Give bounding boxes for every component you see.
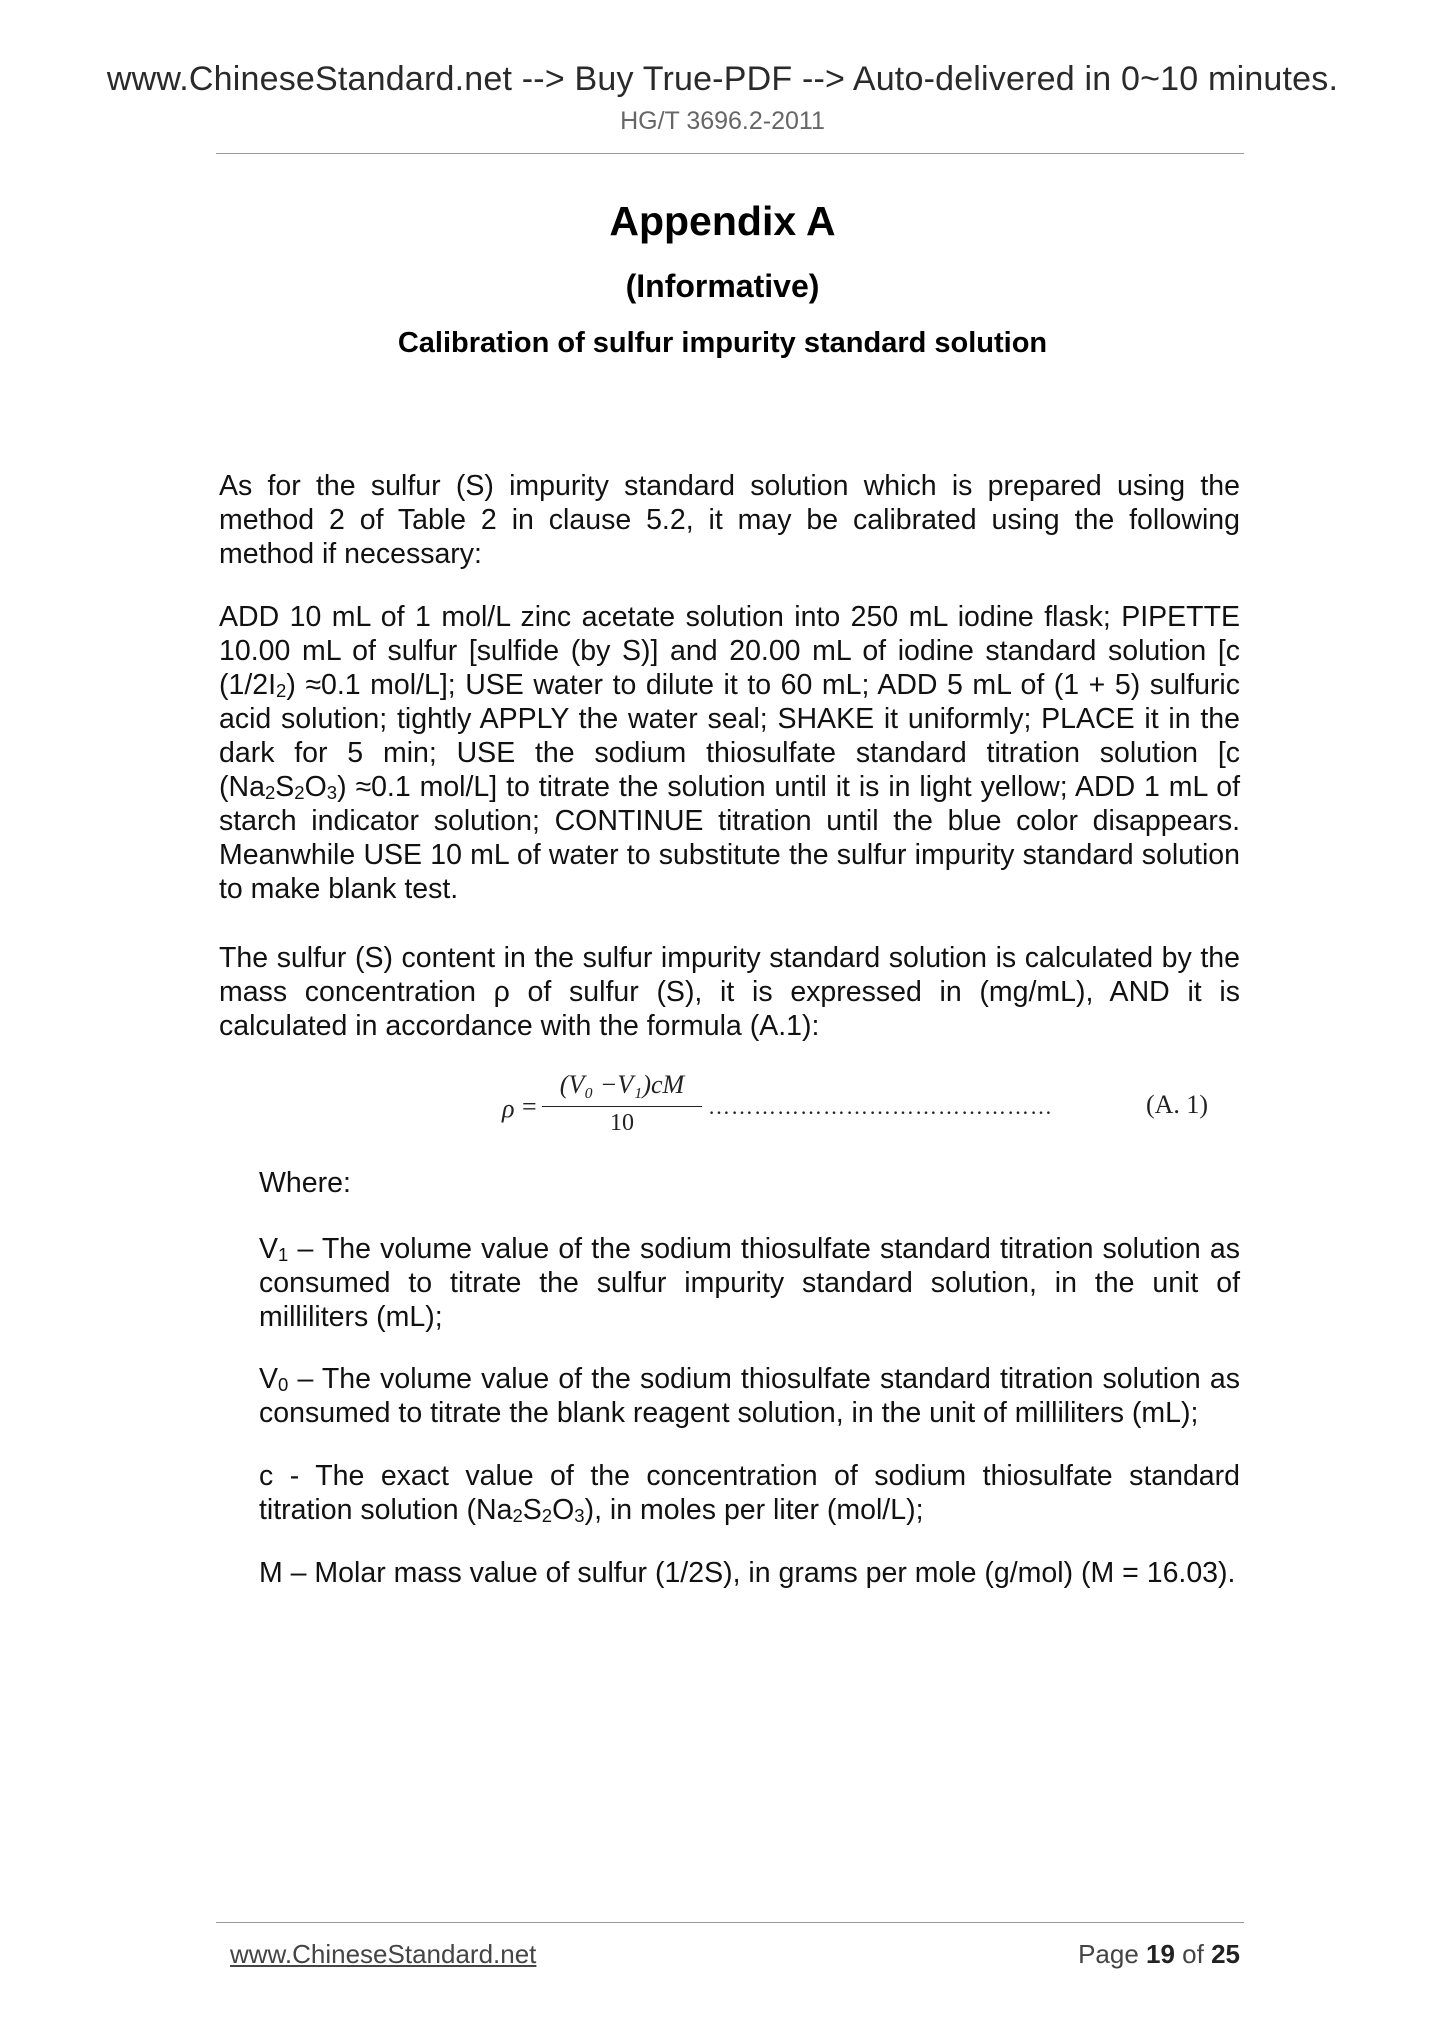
appendix-title: Appendix A xyxy=(609,198,836,244)
paragraph-intro: As for the sulfur (S) impurity standard solution which is prepared using the method 2 of Table 2 in clause 5.2, it may be calibrated using the following method if necessary: xyxy=(219,470,1240,570)
definition-text: – The volume value of the sodium thiosulfate standard titration solution as consumed to titrate the blank reagent solution, in the unit of milliliters (mL); xyxy=(259,1363,1240,1429)
appendix-subtitle: (Informative) xyxy=(625,268,820,304)
definition-text: – The volume value of the sodium thiosulfate standard titration solution as consumed to titrate the sulfur impurity standard solution, in the unit of milliliters (mL); xyxy=(259,1233,1240,1333)
subscript: 2 xyxy=(294,782,305,803)
procedure-text-5: ) ≈0.1 mol/L] to titrate the solution until it is in light yellow; ADD 1 mL of starch indicator solution; CONTINUE titration until the blue color disappears. Meanwhile USE 10 mL of water to substitute the sulfur impurity standard solution to make blank test. xyxy=(219,771,1240,905)
formula-label: (A. 1) xyxy=(1146,1090,1209,1119)
header-banner: www.ChineseStandard.net --> Buy True-PDF --> Auto-delivered in 0~10 minutes. xyxy=(106,60,1339,98)
definition-text-2: S xyxy=(522,1494,542,1526)
page-current: 19 xyxy=(1146,1939,1175,1969)
procedure-text-2: ) ≈0.1 mol/L]; USE water to dilute it to 60 mL; ADD 5 mL of (1 + 5) sulfuric acid solution; tightly APPLY the water seal; SHAKE it uniformly; PLACE it in the dark for 5 min; USE the sodium thiosulfate standard titration solution [c (Na xyxy=(219,669,1240,803)
formula-leader-dots: ……………………………………… xyxy=(708,1094,1053,1119)
subscript: 2 xyxy=(276,680,287,701)
definition-m: M – Molar mass value of sulfur (1/2S), in grams per mole (g/mol) (M = 16.03). xyxy=(259,1557,1236,1589)
symbol: V xyxy=(259,1233,279,1265)
appendix-heading: Calibration of sulfur impurity standard solution xyxy=(397,327,1048,359)
footer-divider xyxy=(216,1922,1244,1923)
page-total: 25 xyxy=(1211,1939,1240,1969)
page-number xyxy=(1078,1939,1240,1970)
subscript: 3 xyxy=(574,1505,585,1526)
subscript: 0 xyxy=(278,1374,289,1395)
where-label: Where: xyxy=(259,1167,351,1199)
procedure-text-4: O xyxy=(304,771,327,803)
subscript: 3 xyxy=(326,782,338,803)
paragraph-calculation: The sulfur (S) content in the sulfur impurity standard solution is calculated by the mass concentration ρ of sulfur (S), it is expressed in (mg/mL), AND it is calculated in accordance with the formula (A.1): xyxy=(219,942,1240,1042)
definition-v1 xyxy=(259,1232,1240,1334)
page-prefix: Page xyxy=(1078,1939,1147,1969)
definition-v0 xyxy=(259,1362,1240,1430)
subscript: 1 xyxy=(278,1244,289,1265)
formula-denominator: 10 xyxy=(610,1110,634,1136)
definition-text-4: ), in moles per liter (mol/L); xyxy=(584,1494,924,1526)
footer-site-link[interactable]: www.ChineseStandard.net xyxy=(230,1939,537,1969)
formula-equals: = xyxy=(522,1092,537,1121)
procedure-text-3: S xyxy=(275,771,295,803)
subscript: 2 xyxy=(264,782,276,803)
formula-numerator: (V₀ −V₁)cM xyxy=(559,1070,685,1099)
formula-a1 xyxy=(490,1070,1230,1150)
symbol: V xyxy=(259,1363,279,1395)
fraction-bar xyxy=(542,1106,702,1107)
procedure-text-1: ADD 10 mL of 1 mol/L zinc acetate solution into 250 mL iodine flask; PIPETTE 10.00 mL of sulfur [sulfide (by S)] and 20.00 mL of iodine standard solution [c (1/2I xyxy=(219,601,1240,701)
page-mid: of xyxy=(1174,1939,1212,1969)
subscript: 2 xyxy=(512,1505,523,1526)
definition-text-1: c - The exact value of the concentration of sodium thiosulfate standard titration solution (Na xyxy=(259,1460,1240,1526)
paragraph-procedure xyxy=(219,600,1240,906)
subscript: 2 xyxy=(541,1505,553,1526)
definition-text-3: O xyxy=(552,1494,575,1526)
standard-code: HG/T 3696.2-2011 xyxy=(620,107,825,135)
header-divider xyxy=(216,153,1244,154)
formula-lhs: ρ xyxy=(502,1094,515,1123)
definition-c xyxy=(259,1459,1240,1527)
